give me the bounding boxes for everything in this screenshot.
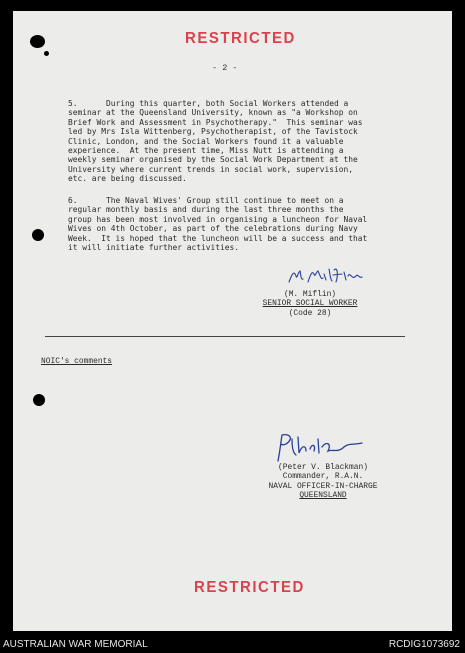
officer-location: QUEENSLAND [299, 491, 347, 501]
paragraph-5: 5. During this quarter, both Social Workers attended a seminar at the Queensland University, known as "a Workshop on Brief Work and Assessment in Psychotherapy." This seminar was led by Mrs Isla Wittenberg, Psychotherapist, of the Tavistock Clinic, London, and the Social Workers found it a valuable experience. At the present time, Miss Nutt is attending a weekly seminar organised by the Social Work Department at the University where current trends in social work, supervision, etc. are being discussed. [68, 99, 363, 184]
page-number: - 2 - [212, 63, 238, 73]
signatory-code: (Code 28) [288, 308, 332, 318]
signatory-name: (M. Miflin) [283, 290, 337, 299]
document-page [13, 11, 452, 631]
officer-name: (Peter V. Blackman) [278, 463, 368, 472]
signature-block-miflin [245, 290, 375, 318]
signatory-title: SENIOR SOCIAL WORKER [262, 299, 358, 309]
officer-rank: Commander, R.A.N. [282, 472, 364, 482]
footer-left-label: AUSTRALIAN WAR MEMORIAL [3, 639, 148, 650]
restricted-stamp-bottom: RESTRICTED [194, 578, 305, 597]
blackman-signature [272, 431, 372, 465]
divider-line [45, 336, 405, 337]
punch-hole-top-small [44, 51, 49, 56]
archive-footer [0, 631, 465, 653]
restricted-stamp-top: RESTRICTED [185, 29, 296, 48]
footer-record-id: RCDIG1073692 [388, 639, 460, 650]
paragraph-6: 6. The Naval Wives' Group still continue to meet on a regular monthly basis and during the last three months the group has been most involved in organising a luncheon for Naval Wives on 4th October, as part of the celebrations during Navy Week. It is hoped that the luncheon will be a success and that it will initiate further activities. [68, 196, 368, 253]
signature-block-blackman [253, 463, 393, 501]
punch-hole-lower [33, 394, 45, 406]
noic-comments-label: NOIC's comments [41, 357, 113, 366]
punch-hole-middle [32, 229, 44, 241]
officer-title: NAVAL OFFICER-IN-CHARGE [268, 481, 378, 491]
punch-hole-top [30, 35, 45, 48]
miflin-signature [286, 262, 381, 288]
